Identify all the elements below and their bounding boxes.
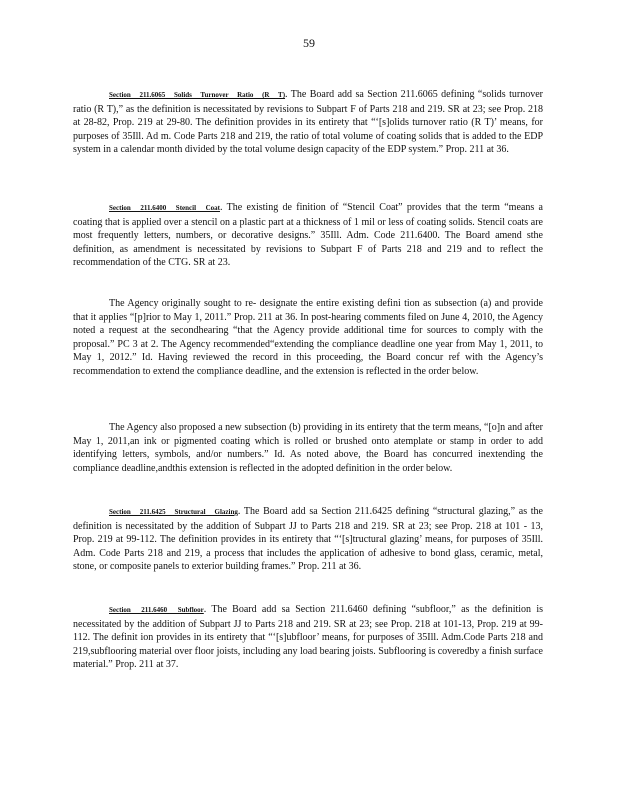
paragraph-text: . The Board add sa Section 211.6425 defining “structural glazing,” as the definition is necessitated by the addition of Subpart JJ to Parts 218 and 219. SR at 23; see Prop. 218 at 101 - 13, Prop. 219 at 99-112. The definition provides in its entirety that “‘[s]tructural glazing’ means, for purposes of 35Ill. Adm. Code Parts 218 and 219, a process that includes the application of adhesive to bond glass, ceramic, metal, stone, or composite panels to exterior building frames.” Prop. 211 at 36. [73,506,543,572]
page-number: 59 [303,36,315,50]
paragraph-text: . The Board add sa Section 211.6065 defining “solids turnover ratio (R T),” as the definition is necessitated by revisions to Subpart F of Parts 218 and 219. SR at 23; see Prop. 218 at 28-82, Prop. 219 at 29-80. The definition provides in its entirety that “‘[s]olids turnover ratio (R T)’ means, for purposes of 35Ill. Ad m. Code Parts 218 and 219, the ratio of total volume of coating solids that is added to the EDP system in a calendar month divided by the total volume design capacity of the EDP system.” Prop. 211 at 36. [73,89,543,155]
section-heading: Section 211.6460 Subfloor [109,606,204,614]
paragraph-stencil-coat [73,201,543,270]
paragraph-text: The Agency originally sought to re- designate the entire existing defini tion as subsection (a) and provide that it applies “[p]rior to May 1, 2011.” Prop. 211 at 36. In post-hearing comments filed on June 4, 2010, the Agency noted a request at the secondhearing “that the Agency provide additional time for sources to comply with the proposal.” PC 3 at 2. The Agency recommended“extending the compliance deadline one year from May 1, 2011, to May 1, 2012.” Id. Having reviewed the record in this proceeding, the Board concur ref with the Agency’s recommendation to extend the compliance deadline, and the extension is reflected in the order below. [73,298,543,377]
paragraph-agency-subsection-b [73,421,543,475]
paragraph-text: The Agency also proposed a new subsection (b) providing in its entirety that the term means, “[o]n and after May 1, 2011,an ink or pigmented coating which is rolled or brushed onto atemplate or stamp in order to add identifying letters, symbols, and/or numbers.” Id. As noted above, the Board has concurred inextending the compliance deadline,andthis extension is reflected in the adopted definition in the order below. [73,422,543,474]
paragraph-structural-glazing [73,505,543,574]
paragraph-solids-turnover-ratio [73,88,543,157]
paragraph-text: . The Board add sa Section 211.6460 defining “subfloor,” as the definition is necessitated by the addition of Subpart JJ to Parts 218 and 219. SR at 23; see Prop. 218 at 101-13, Prop. 219 at 99-112. The definit ion provides in its entirety that “‘[s]ubfloor’ means, for purposes of 35Ill. Adm.Code Parts 218 and 219,subflooring material over floor joists, including any load bearing joists. Subflooring is coveredby a finish surface material.” Prop. 211 at 37. [73,604,544,670]
section-heading: Section 211.6425 Structural Glazing [109,508,238,516]
paragraph-subfloor [73,603,543,672]
section-heading: Section 211.6400 Stencil Coat [109,204,220,212]
paragraph-agency-redesignation [73,297,543,378]
section-heading: Section 211.6065 Solids Turnover Ratio (R T) [109,91,286,99]
paragraph-text: . The existing de finition of “Stencil Coat” provides that the term “means a coating that is applied over a stencil on a plastic part at a thickness of 1 mil or less of coating solids. Stencil coats are most frequently letters, numbers, or decorative designs.” 35Ill. Adm. Code 211.6400. The Board amend sthe definition, as amendment is necessitated by revisions to Subpart F of Parts 218 and 219 and to reflect the recommendation of the CTG. SR at 23. [73,202,543,268]
